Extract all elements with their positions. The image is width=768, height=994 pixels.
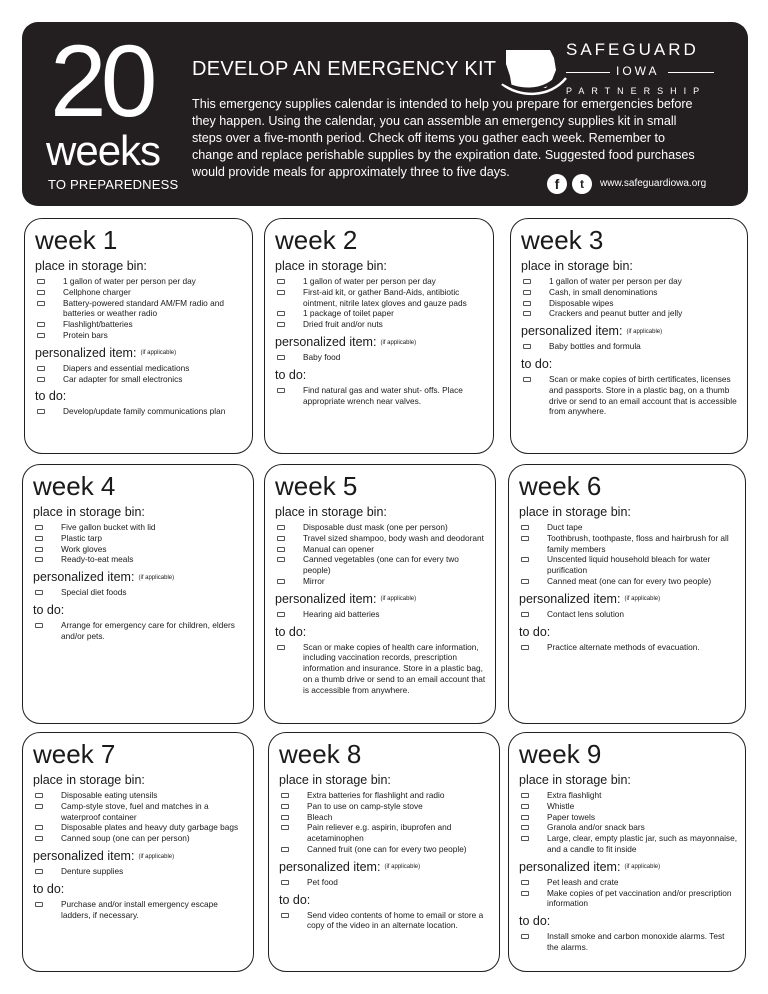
personalized-item-heading-label: personalized item: <box>519 591 621 606</box>
week-card <box>268 732 500 972</box>
personalized-item-heading <box>279 860 499 874</box>
checklist-item-text: Pet leash and crate <box>547 876 619 887</box>
checklist-item-text: Car adapter for small electronics <box>63 373 183 384</box>
checklist-item-text: Unscented liquid household bleach for water purification <box>547 554 711 576</box>
if-applicable-note: (if applicable) <box>624 864 661 871</box>
checklist-item <box>281 877 491 888</box>
personalized-item-heading <box>275 335 493 349</box>
week-title: week 3 <box>521 225 604 255</box>
checkbox[interactable] <box>521 645 529 650</box>
personalized-item-heading <box>519 860 745 874</box>
checklist-item <box>521 576 737 587</box>
checklist-item-text: 1 package of toilet paper <box>303 308 394 319</box>
checklist-item <box>277 554 487 576</box>
personalized-item-heading <box>519 592 745 606</box>
checklist-item <box>277 352 485 363</box>
checklist-item <box>521 522 737 533</box>
website-link[interactable]: www.safeguardiowa.org <box>600 178 707 189</box>
checkbox[interactable] <box>277 557 285 562</box>
checkbox[interactable] <box>521 825 529 830</box>
checklist-item-text: Large, clear, empty plastic jar, such as mayonnaise, and a candle to fit inside <box>547 833 738 854</box>
checklist-item-text: Protein bars <box>63 329 108 340</box>
week-title: week 7 <box>33 739 116 769</box>
checklist-item-text: Toothbrush, toothpaste, floss and hairbrush for all family members <box>547 532 729 554</box>
checklist-item <box>277 319 485 330</box>
checklist-item <box>277 287 485 309</box>
checklist-item <box>37 276 244 287</box>
checkbox[interactable] <box>37 279 45 284</box>
checkbox[interactable] <box>281 913 289 918</box>
checklist-item-text: Arrange for emergency care for children, elders and/or pets. <box>61 619 235 641</box>
if-applicable-note: (if applicable) <box>626 328 663 335</box>
checklist-item <box>35 544 245 555</box>
checkbox[interactable] <box>521 815 529 820</box>
checklist-item-text: Manual can opener <box>303 543 375 554</box>
storage-bin-heading <box>275 259 493 273</box>
checklist-item-text: Canned soup (one can per person) <box>61 833 190 844</box>
to-do-heading-label: to do: <box>521 356 553 371</box>
checklist-item-text: Mirror <box>303 575 325 586</box>
if-applicable-note: (if applicable) <box>380 339 417 346</box>
checkbox[interactable] <box>277 290 285 295</box>
checkbox[interactable] <box>277 536 285 541</box>
checkbox[interactable] <box>521 793 529 798</box>
checklist-item-text: Develop/update family communications plan <box>63 406 226 417</box>
checkbox[interactable] <box>35 902 43 907</box>
checkbox[interactable] <box>523 377 531 382</box>
week-card <box>264 464 496 724</box>
checklist-item <box>277 385 485 407</box>
checklist-item <box>281 801 491 812</box>
to-do-heading <box>279 893 499 907</box>
to-do-heading <box>33 882 253 896</box>
storage-bin-heading-label: place in storage bin: <box>35 259 147 273</box>
week-card <box>510 218 748 454</box>
checklist-item <box>523 276 739 287</box>
checklist-item-text: Paper towels <box>547 811 595 822</box>
checklist-item-text: Duct tape <box>547 522 583 532</box>
facebook-icon[interactable]: f <box>547 174 567 194</box>
checklist-item-text: Disposable wipes <box>549 297 614 308</box>
week-title: week 9 <box>519 739 602 769</box>
safeguard-iowa-logo <box>500 40 740 106</box>
if-applicable-note: (if applicable) <box>140 350 177 357</box>
checklist-item <box>281 790 491 801</box>
checklist-item <box>277 609 487 620</box>
personalized-item-heading-label: personalized item: <box>35 345 137 360</box>
checklist-item-text: Find natural gas and water shut- offs. Place appropriate wrench near valves. <box>303 384 463 406</box>
big-weeks-label: weeks <box>46 127 161 174</box>
checklist-item <box>37 374 244 385</box>
checklist-item <box>281 844 491 855</box>
checkbox[interactable] <box>523 344 531 349</box>
checklist-item <box>521 877 737 888</box>
checklist-item-text: Diapers and essential medications <box>63 362 190 373</box>
checklist-item <box>35 533 245 544</box>
checklist-item-text: Disposable plates and heavy duty garbage bags <box>61 822 239 833</box>
checkbox[interactable] <box>35 825 43 830</box>
checkbox[interactable] <box>35 525 43 530</box>
personalized-item-heading-label: personalized item: <box>519 859 621 874</box>
checklist-item-text: Canned fruit (one can for every two people) <box>307 843 467 854</box>
checkbox[interactable] <box>277 279 285 284</box>
checklist-item <box>277 533 487 544</box>
if-applicable-note: (if applicable) <box>138 853 175 860</box>
to-do-heading <box>33 603 253 617</box>
personalized-item-heading-label: personalized item: <box>279 859 381 874</box>
checkbox[interactable] <box>281 825 289 830</box>
checklist-item <box>277 308 485 319</box>
checkbox[interactable] <box>523 279 531 284</box>
header-banner <box>22 22 748 206</box>
to-do-heading-label: to do: <box>519 914 551 929</box>
checkbox[interactable] <box>35 536 43 541</box>
week-card <box>508 732 746 972</box>
checklist-item <box>521 790 737 801</box>
checkbox[interactable] <box>37 301 45 306</box>
checkbox[interactable] <box>277 547 285 552</box>
checkbox[interactable] <box>523 301 531 306</box>
checklist-item <box>521 554 737 576</box>
checkbox[interactable] <box>37 333 45 338</box>
logo-safeguard-text: SAFEGUARD <box>566 40 699 59</box>
checklist-item-text: Granola and/or snack bars <box>547 822 645 833</box>
checklist-item <box>521 533 737 555</box>
storage-bin-heading-label: place in storage bin: <box>521 259 633 273</box>
checkbox[interactable] <box>37 409 45 414</box>
checklist-item <box>521 822 737 833</box>
checkbox[interactable] <box>277 612 285 617</box>
week-card <box>24 218 253 454</box>
checklist-item-text: Make copies of pet vaccination and/or prescription information <box>547 887 732 909</box>
checklist-item <box>35 833 245 844</box>
checkbox[interactable] <box>521 612 529 617</box>
checklist-item-text: Disposable dust mask (one per person) <box>303 522 448 532</box>
logo-divider-left <box>566 72 610 73</box>
checklist-item <box>35 866 245 877</box>
checklist-item <box>37 287 244 298</box>
personalized-item-heading-label: personalized item: <box>521 324 623 339</box>
to-do-heading-label: to do: <box>275 367 307 382</box>
checklist-item-text: 1 gallon of water per person per day <box>63 276 196 286</box>
week-title: week 4 <box>33 471 116 501</box>
checkbox[interactable] <box>523 290 531 295</box>
checklist-item-text: Flashlight/batteries <box>63 319 133 330</box>
checkbox[interactable] <box>521 891 529 896</box>
checkbox[interactable] <box>277 388 285 393</box>
checklist-item-text: Pan to use on camp-style stove <box>307 800 423 811</box>
checklist-item-text: Whistle <box>547 800 575 811</box>
checklist-item <box>277 522 487 533</box>
if-applicable-note: (if applicable) <box>138 574 175 581</box>
checklist-item <box>37 363 244 374</box>
checkbox[interactable] <box>35 547 43 552</box>
personalized-item-heading-label: personalized item: <box>33 570 135 585</box>
checkbox[interactable] <box>521 579 529 584</box>
if-applicable-note: (if applicable) <box>380 596 417 603</box>
to-preparedness-label: TO PREPAREDNESS <box>48 177 179 192</box>
checkbox[interactable] <box>35 869 43 874</box>
storage-bin-heading <box>279 773 499 787</box>
checklist-item <box>277 642 487 696</box>
checkbox[interactable] <box>277 355 285 360</box>
checklist-item-text: Extra batteries for flashlight and radio <box>307 790 445 800</box>
checkbox[interactable] <box>37 366 45 371</box>
checklist-item <box>35 587 245 598</box>
checklist-item-text: Crackers and peanut butter and jelly <box>549 308 683 319</box>
week-title: week 2 <box>275 225 358 255</box>
checklist-item-text: Baby food <box>303 351 341 362</box>
checklist-item-text: Travel sized shampoo, body wash and deodorant <box>303 532 484 543</box>
iowa-state-icon <box>500 40 570 104</box>
checklist-item-text: Scan or make copies of health care information, including vaccination records, prescription information and insurance. Store in a plastic bag, on a thumb drive or send to an email account that is accessible from anywhere. <box>303 641 486 695</box>
personalized-item-heading <box>35 346 252 360</box>
checkbox[interactable] <box>523 311 531 316</box>
checklist-item <box>521 833 737 855</box>
personalized-item-heading <box>521 324 747 338</box>
checklist-item <box>35 522 245 533</box>
week-card <box>22 464 254 724</box>
twitter-icon[interactable]: t <box>572 174 592 194</box>
checklist-item-text: Bleach <box>307 811 333 822</box>
personalized-item-heading-label: personalized item: <box>33 848 135 863</box>
checkbox[interactable] <box>521 536 529 541</box>
checklist-item-text: Camp-style stove, fuel and matches in a waterproof container <box>61 800 209 822</box>
checklist-item <box>37 298 244 320</box>
storage-bin-heading-label: place in storage bin: <box>33 773 145 787</box>
checklist-item <box>37 406 244 417</box>
checklist-item-text: Ready-to-eat meals <box>61 554 134 565</box>
week-card <box>22 732 254 972</box>
checkbox[interactable] <box>37 377 45 382</box>
to-do-heading-label: to do: <box>279 892 311 907</box>
to-do-heading <box>35 389 252 403</box>
checkbox[interactable] <box>281 880 289 885</box>
checkbox[interactable] <box>281 804 289 809</box>
storage-bin-heading <box>519 505 745 519</box>
week-card <box>264 218 494 454</box>
checklist-item <box>35 822 245 833</box>
checklist-item <box>281 910 491 932</box>
checklist-item-text: Hearing aid batteries <box>303 608 380 619</box>
checkbox[interactable] <box>35 557 43 562</box>
personalized-item-heading <box>275 592 495 606</box>
checkbox[interactable] <box>35 793 43 798</box>
checklist-item-text: Canned vegetables (one can for every two people) <box>303 554 459 576</box>
checklist-item <box>35 801 245 823</box>
checkbox[interactable] <box>281 815 289 820</box>
checkbox[interactable] <box>277 525 285 530</box>
checklist-item-text: Work gloves <box>61 543 107 554</box>
checkbox[interactable] <box>521 557 529 562</box>
checklist-item-text: Purchase and/or install emergency escape ladders, if necessary. <box>61 898 218 920</box>
week-title: week 6 <box>519 471 602 501</box>
checklist-item <box>37 319 244 330</box>
checkbox[interactable] <box>35 623 43 628</box>
intro-text: This emergency supplies calendar is intended to help you prepare for emergencies before they happen. Using the calendar, you can assemble an emergency supplies kit in small steps over a five-month period. Check off items you gather each week. Remember to change and replace perishable supplies by the expiration date. Suggested food purchases would provide meals for approximately three to five days. <box>192 97 695 179</box>
checklist-item <box>521 888 737 910</box>
page-title: DEVELOP AN EMERGENCY KIT <box>192 58 497 80</box>
checklist-item-text: Five gallon bucket with lid <box>61 522 156 532</box>
checklist-item <box>523 341 739 352</box>
to-do-heading-label: to do: <box>275 624 307 639</box>
checklist-item-text: 1 gallon of water per person per day <box>549 276 682 286</box>
checkbox[interactable] <box>281 793 289 798</box>
checklist-item <box>521 642 737 653</box>
checklist-item <box>277 544 487 555</box>
to-do-heading-label: to do: <box>519 624 551 639</box>
storage-bin-heading-label: place in storage bin: <box>519 505 631 519</box>
checklist-item-text: First-aid kit, or gather Band-Aids, antibiotic ointment, nitrile latex gloves and gauze pads <box>303 286 467 308</box>
logo-divider-right <box>668 72 714 73</box>
checklist-item-text: Special diet foods <box>61 587 127 598</box>
personalized-item-heading <box>33 570 253 584</box>
checklist-item-text: Send video contents of home to email or store a copy of the video in an alternate location. <box>307 909 484 931</box>
checklist-item <box>35 554 245 565</box>
checklist-item-text: Extra flashlight <box>547 790 602 800</box>
checklist-item <box>35 620 245 642</box>
to-do-heading <box>519 625 745 639</box>
checklist-item-text: Cash, in small denominations <box>549 286 658 297</box>
week-title: week 8 <box>279 739 362 769</box>
checklist-item <box>523 308 739 319</box>
checklist-item <box>521 931 737 953</box>
checkbox[interactable] <box>37 322 45 327</box>
personalized-item-heading <box>33 849 253 863</box>
checklist-item <box>521 609 737 620</box>
storage-bin-heading-label: place in storage bin: <box>519 773 631 787</box>
if-applicable-note: (if applicable) <box>624 596 661 603</box>
checklist-item <box>521 801 737 812</box>
storage-bin-heading-label: place in storage bin: <box>33 505 145 519</box>
checklist-item <box>523 298 739 309</box>
personalized-item-heading-label: personalized item: <box>275 591 377 606</box>
checklist-item <box>523 374 739 417</box>
to-do-heading <box>275 625 495 639</box>
storage-bin-heading-label: place in storage bin: <box>275 259 387 273</box>
checklist-item <box>281 822 491 844</box>
checklist-item-text: Install smoke and carbon monoxide alarms. Test the alarms. <box>547 931 725 952</box>
checklist-item-text: Plastic tarp <box>61 532 103 543</box>
checklist-item-text: Pet food <box>307 876 338 887</box>
checklist-item <box>35 790 245 801</box>
checkbox[interactable] <box>35 590 43 595</box>
checklist-item-text: Canned meat (one can for every two people) <box>547 575 712 586</box>
if-applicable-note: (if applicable) <box>384 864 421 871</box>
logo-iowa-text: IOWA <box>616 64 660 78</box>
checkbox[interactable] <box>521 804 529 809</box>
storage-bin-heading <box>33 773 253 787</box>
storage-bin-heading-label: place in storage bin: <box>279 773 391 787</box>
week-card <box>508 464 746 724</box>
to-do-heading-label: to do: <box>33 602 65 617</box>
checklist-item <box>277 576 487 587</box>
big-number: 20 <box>50 24 152 138</box>
storage-bin-heading <box>275 505 495 519</box>
checklist-item <box>523 287 739 298</box>
checkbox[interactable] <box>35 836 43 841</box>
logo-partnership-text: PARTNERSHIP <box>566 86 707 96</box>
personalized-item-heading-label: personalized item: <box>275 334 377 349</box>
checklist-item-text: Dried fruit and/or nuts <box>303 319 383 330</box>
week-title: week 5 <box>275 471 358 501</box>
checklist-item-text: Cellphone charger <box>63 286 131 297</box>
to-do-heading-label: to do: <box>35 389 67 404</box>
checklist-item <box>37 330 244 341</box>
checklist-item-text: Scan or make copies of birth certificates, licenses and passports. Store in a plastic bag, on a thumb drive or send to an email account that is accessible from anywhere. <box>549 373 737 417</box>
checkbox[interactable] <box>521 836 529 841</box>
storage-bin-heading <box>519 773 745 787</box>
checklist-item-text: Practice alternate methods of evacuation. <box>547 641 700 652</box>
checkbox[interactable] <box>37 290 45 295</box>
storage-bin-heading <box>521 259 747 273</box>
checkbox[interactable] <box>35 804 43 809</box>
storage-bin-heading <box>33 505 253 519</box>
checkbox[interactable] <box>521 525 529 530</box>
checklist-item <box>277 276 485 287</box>
checklist-item <box>521 812 737 823</box>
checklist-item-text: 1 gallon of water per person per day <box>303 276 436 286</box>
checkbox[interactable] <box>521 934 529 939</box>
checkbox[interactable] <box>277 579 285 584</box>
checklist-item-text: Disposable eating utensils <box>61 790 158 800</box>
checklist-item-text: Baby bottles and formula <box>549 341 641 352</box>
checkbox[interactable] <box>277 322 285 327</box>
to-do-heading <box>521 357 747 371</box>
checklist-item <box>35 899 245 921</box>
checklist-item-text: Contact lens solution <box>547 608 625 619</box>
storage-bin-heading <box>35 259 252 273</box>
checklist-item <box>281 812 491 823</box>
checklist-item-text: Denture supplies <box>61 865 124 876</box>
checkbox[interactable] <box>521 880 529 885</box>
checkbox[interactable] <box>281 847 289 852</box>
to-do-heading <box>519 914 745 928</box>
checklist-item-text: Pain reliever e.g. aspirin, ibuprofen and acetaminophen <box>307 822 452 844</box>
week-title: week 1 <box>35 225 118 255</box>
checkbox[interactable] <box>277 311 285 316</box>
storage-bin-heading-label: place in storage bin: <box>275 505 387 519</box>
checklist-item-text: Battery-powered standard AM/FM radio and batteries or weather radio <box>63 297 224 319</box>
to-do-heading-label: to do: <box>33 881 65 896</box>
checkbox[interactable] <box>277 645 285 650</box>
to-do-heading <box>275 368 493 382</box>
